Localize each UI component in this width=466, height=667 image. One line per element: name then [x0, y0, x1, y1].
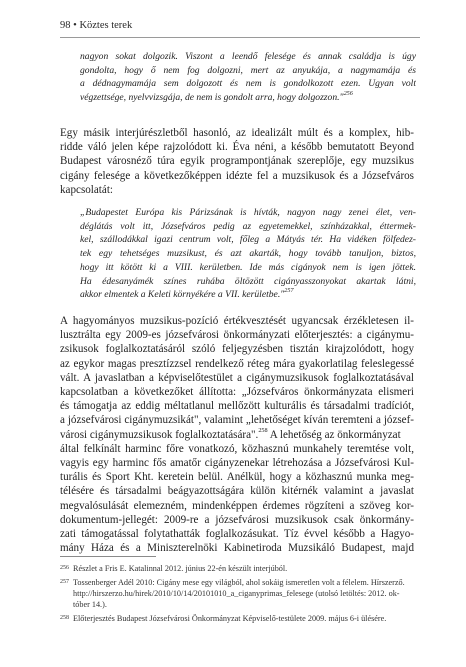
quote-line: hogy itt kötött ki a VIII. kerületben. Ide más cigányok nem is igen jöttek.	[80, 261, 416, 273]
paragraph-line-tail: A lehetőség az önkormányzat	[267, 428, 401, 441]
header-rule	[60, 37, 420, 38]
footnote-line: Részlet a Fris E. Katalinnal 2012. június 22-én készült interjúból.	[73, 564, 288, 573]
block-quote-2	[80, 206, 416, 302]
paragraph-line: dokumentum-jellegét: 2009-re a józsefvárosi muzsikusok csak önkormány-	[60, 513, 414, 526]
quote-line: gondolta, hogy ő nem fog dolgozni, mert az anyukája, a nagymamája és	[80, 64, 416, 76]
quote-line-last	[80, 91, 416, 105]
header-separator: •	[73, 20, 77, 31]
paragraph-line: az egykor magas presztízzsel rendelkező réteg mára gyakorlatilag feleslegessé	[60, 357, 414, 370]
paragraph-line: kapcsolatát:	[60, 183, 113, 196]
paragraph-line: kapcsolatban a következőket állította: „Józsefváros önkormányzata elismeri	[60, 386, 414, 399]
paragraph-line: cigány felesége a következőképpen idézte fel a muzsikusok és a Józsefváros	[60, 169, 414, 182]
quote-line: kel, szállodákkal igazi centrum volt, főleg a Mátyás tér. Ha vidéken fölfedez-	[80, 234, 416, 246]
paragraph-line: és támogatja az eddig méltatlanul mellőzött kulturális és társadalmi tradíciót,	[60, 400, 414, 413]
paragraph-line: Budapest városnéző túra egyik programpontjának szereplője, egy muzsikus	[60, 155, 414, 168]
paragraph-line-text: városi cigánymuzsikusok foglalkoztatására".	[60, 428, 259, 441]
footnote-text	[73, 578, 420, 610]
footnote-number: 256	[60, 565, 69, 571]
quote-line: déglátás volt itt, Józsefváros pedig az egyetemekkel, színházakkal, éttermek-	[80, 220, 416, 232]
paragraph-line: vagyis egy harminc fős amatőr cigányzenekar létrehozása a Józsefvárosi Kul-	[60, 457, 414, 470]
running-header	[60, 20, 420, 31]
paragraph-line-with-ref	[60, 428, 414, 442]
quote-line: Ha édesanyámék színes ruhába öltözött cigányasszonyokat akartak látni,	[80, 275, 416, 287]
section-title: Köztes terek	[79, 20, 133, 31]
footnote-line: http://hirszerzo.hu/hirek/2010/10/14/20101010_a_ciganyprimas_felesege (utolsó letöltés: 2012. ok-	[73, 588, 400, 598]
quote-line: tek egy tehetséges muzsikust, és azt akarták, hogy tovább tanuljon, biztos,	[80, 248, 416, 260]
paragraph-line: A hagyományos muzsikus-pozíció értékvesztését ugyancsak érzékletesen il-	[60, 315, 414, 327]
footnote-ref: 256	[343, 91, 353, 97]
quote-line: a dédnagymamája sem dolgozott és nem is gondolkozott ezen. Ugyan volt	[80, 78, 416, 90]
paragraph-line: mány Háza és a Miniszterelnöki Kabinetiroda Muzsikáló Budapest, majd	[60, 542, 414, 555]
footnote-line: Tossenberger Adél 2010: Cigány mese egy világból, ahol sokáig ismeretlen volt a félelem. Hírszerző.	[73, 578, 405, 587]
paragraph-line: zati támogatással folytathatták foglalkozásukat. Tíz évvel később a Hagyo-	[60, 528, 414, 541]
paragraph-line: megvalósulását elemezném, mindenképpen érdemes rögzíteni a szöveg kor-	[60, 499, 414, 512]
footnote-number: 257	[60, 579, 69, 585]
footnote-number: 258	[60, 615, 69, 621]
paragraph-line: a józsefvárosi cigánymuzsikát", valamint „lehetőséget kíván teremteni a józsef-	[60, 414, 414, 427]
paragraph-line: Egy másik interjúrészletből hasonló, az idealizált múlt és a komplex, hib-	[60, 127, 414, 139]
paragraph-line: ridde váló jelen képe rajzolódott ki. Éva néni, a később bemutatott Beyond	[60, 141, 414, 154]
paragraph-2	[60, 314, 414, 555]
footnote-ref: 257	[284, 288, 294, 295]
block-quote-1	[80, 50, 416, 105]
quote-line: nagyon sokat dolgozik. Viszont a leendő felesége és annak családja is úgy	[80, 51, 416, 62]
paragraph-line: télésére és társadalmi beágyazottságára külön kitérnék valamint a javaslat	[60, 485, 414, 498]
footnote-ref: 258	[258, 427, 268, 434]
paragraph-line: lusztrálta egy 2009-es józsefvárosi önkormányzati előterjesztés: a cigánymu-	[60, 329, 414, 342]
footnote-line: tóber 14.).	[73, 599, 107, 609]
quote-line-last	[80, 288, 416, 302]
quote-line-text: végzettsége, nyelvvizsgája, de nem is gondolt arra, hogy dolgozzon."	[80, 92, 344, 104]
quote-line: „Budapestet Európa kis Párizsának is hívták, nagyon nagy zenei élet, ven-	[80, 207, 416, 218]
paragraph-line: zsikusok foglalkoztatásáról szóló feljegyzésben tisztán kirajzolódott, hogy	[60, 343, 414, 356]
page-number: 98	[60, 20, 71, 31]
paragraph-1	[60, 126, 414, 197]
footnote-line: Előterjesztés Budapest Józsefvárosi Önkormányzat Képviselő-testülete 2009. május 6-i ülésére.	[73, 614, 387, 623]
paragraph-line: turális és Sport Kht. keretein belül. Anélkül, hogy a közhasznú munka meg-	[60, 471, 414, 484]
paragraph-line: vált. A javaslatban a képviselőtestület a cigánymuzsikusok foglalkoztatásával	[60, 371, 414, 384]
footnote-rule	[60, 556, 156, 557]
paragraph-line: által felkínált harminc főre vonatkozó, közhasznú munkahely teremtése volt,	[60, 442, 414, 455]
footnote-text	[73, 564, 420, 575]
footnote-text	[73, 614, 420, 625]
quote-line-text: akkor elmentek a Keleti környékére a VII. kerületbe."	[80, 289, 285, 301]
